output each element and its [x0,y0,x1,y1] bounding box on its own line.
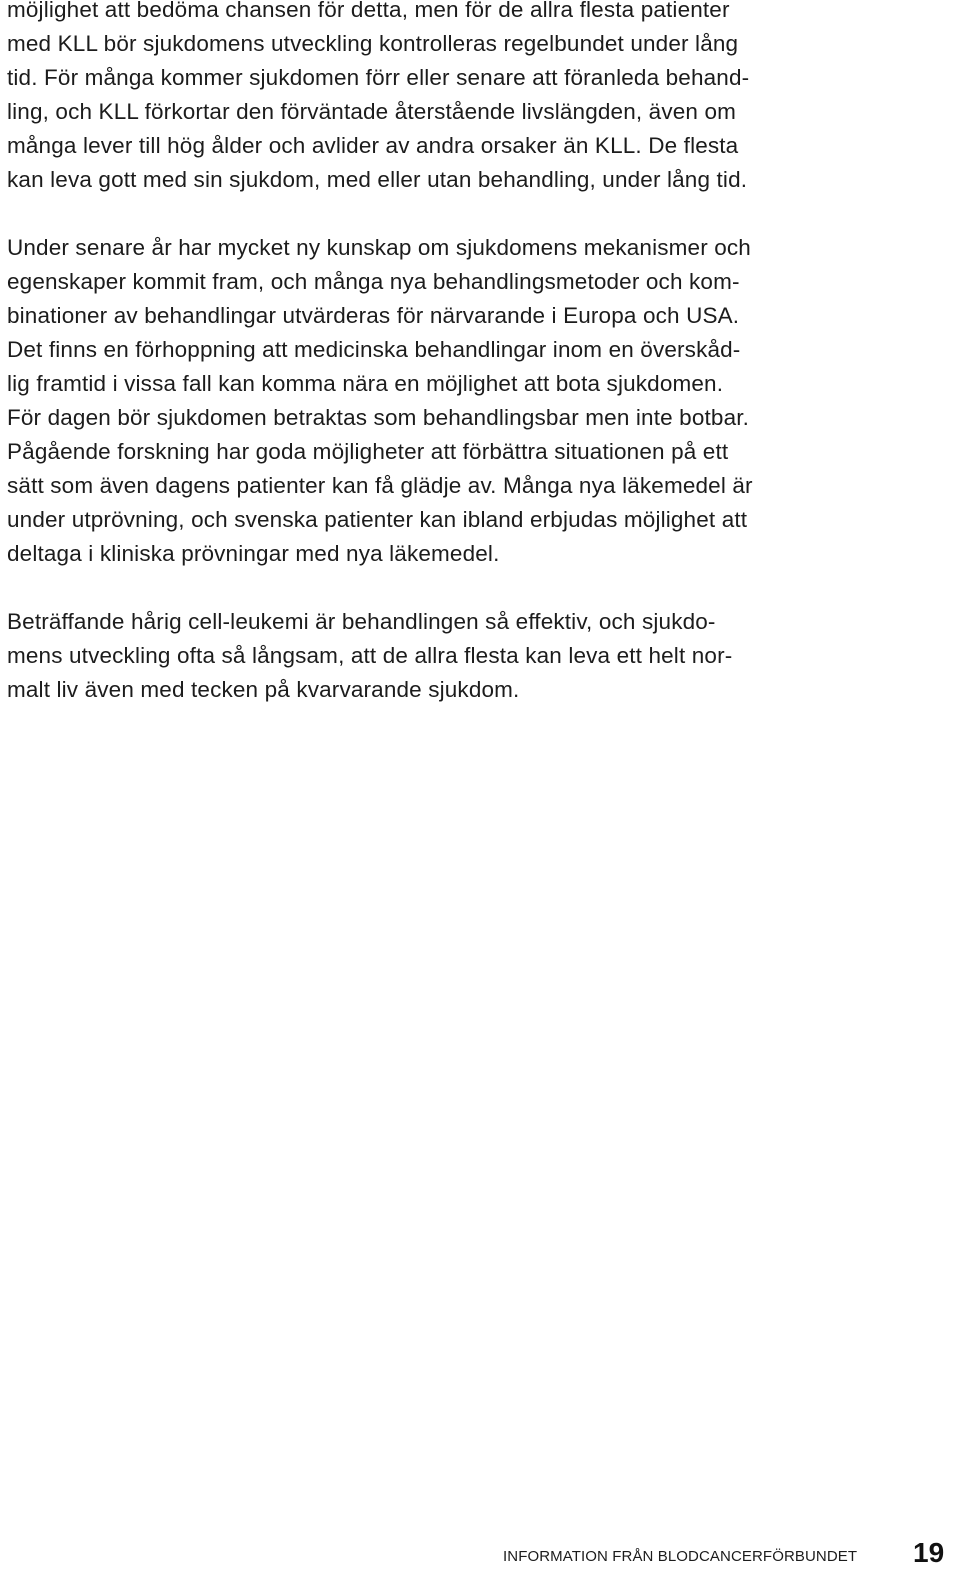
text-line: Under senare år har mycket ny kunskap om sjukdomens mekanismer och [7,235,751,260]
text-line: många lever till hög ålder och avlider av andra orsaker än KLL. De flesta [7,133,739,158]
text-line: Beträffande hårig cell-leukemi är behandlingen så effektiv, och sjukdo- [7,609,716,634]
paragraph-hairy-cell-leukemia [7,605,887,707]
text-line: ling, och KLL förkortar den förväntade återstående livslängden, även om [7,99,737,124]
text-line: sätt som även dagens patienter kan få glädje av. Många nya läkemedel är [7,473,753,498]
paragraph-research [7,231,887,571]
text-line: binationer av behandlingar utvärderas för närvarande i Europa och USA. [7,303,740,328]
text-line: kan leva gott med sin sjukdom, med eller utan behandling, under lång tid. [7,167,748,192]
text-line: malt liv även med tecken på kvarvarande sjukdom. [7,677,520,702]
text-line: möjlighet att bedöma chansen för detta, men för de allra flesta patienter [7,0,730,22]
text-line: För dagen bör sjukdomen betraktas som behandlingsbar men inte botbar. [7,405,750,430]
text-line: Det finns en förhoppning att medicinska behandlingar inom en överskåd- [7,337,741,362]
text-line: lig framtid i vissa fall kan komma nära en möjlighet att bota sjukdomen. [7,371,724,396]
text-line: egenskaper kommit fram, och många nya behandlingsmetoder och kom- [7,269,740,294]
text-line: med KLL bör sjukdomens utveckling kontrolleras regelbundet under lång [7,31,739,56]
page-number: 19 [913,1537,945,1568]
body-text [7,0,887,741]
paragraph-kll-prognosis [7,0,887,197]
text-line: under utprövning, och svenska patienter kan ibland erbjudas möjlighet att [7,507,748,532]
text-line: tid. För många kommer sjukdomen förr eller senare att föranleda behand- [7,65,750,90]
footer-publisher-label: INFORMATION FRÅN BLODCANCERFÖRBUNDET [503,1548,858,1565]
text-line: mens utveckling ofta så långsam, att de allra flesta kan leva ett helt nor- [7,643,733,668]
text-line: Pågående forskning har goda möjligheter att förbättra situationen på ett [7,439,729,464]
text-line: deltaga i kliniska prövningar med nya läkemedel. [7,541,500,566]
